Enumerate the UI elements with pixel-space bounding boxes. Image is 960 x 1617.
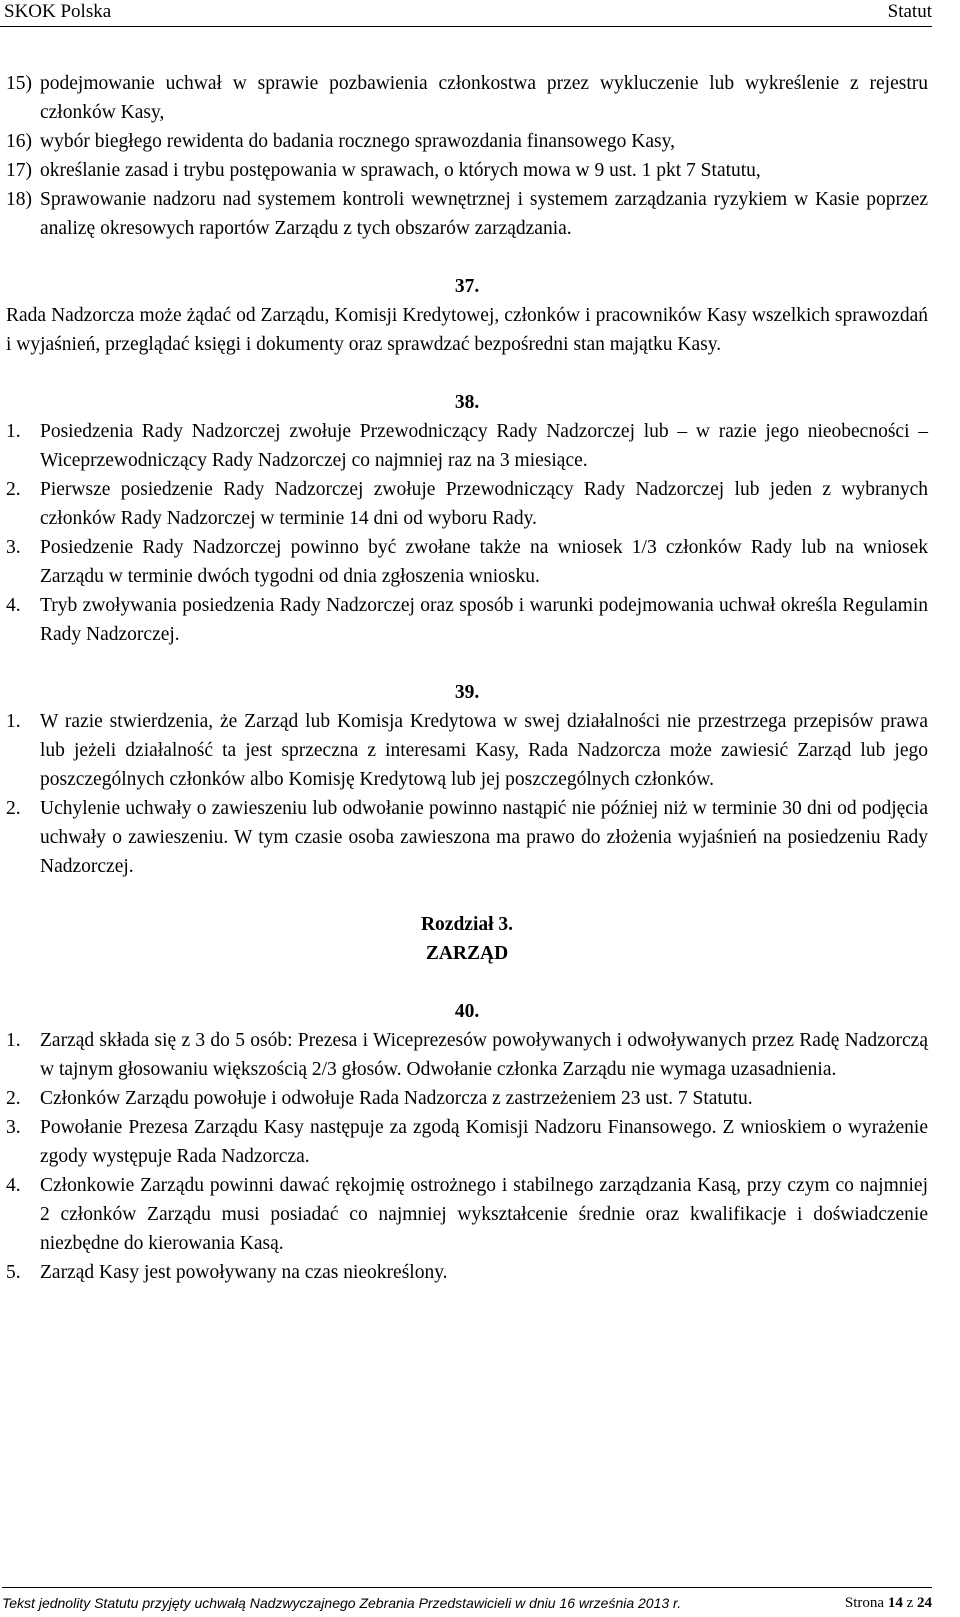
item-number: 3. (6, 537, 21, 558)
item-text: W razie stwierdzenia, że Zarząd lub Komisja Kredytowa w swej działalności nie przestrzega przepisów prawa lub jeżeli działalność ta jest sprzeczna z interesami Kasy, Rada Nadzorcza może zawiesić Zarząd lub jego poszczególnych członków albo Komisję Kredytową lub jej poszczególnych członków. (40, 711, 928, 790)
item-text: Tryb zwoływania posiedzenia Rady Nadzorczej oraz sposób i warunki podejmowania uchwał określa Regulamin Rady Nadzorczej. (40, 595, 928, 645)
list-item (6, 1171, 928, 1258)
list-item (6, 533, 928, 591)
item-number: 2. (6, 1088, 21, 1109)
list-item (6, 1258, 928, 1287)
item-number: 1. (6, 711, 21, 732)
item-text: Członkowie Zarządu powinni dawać rękojmię ostrożnego i stabilnego zarządzania Kasą, przy czym co najmniej 2 członków Zarządu musi posiadać co najmniej wykształcenie średnie oraz kwalifikacje i doświadczenie niezbędne do kierowania Kasą. (40, 1175, 928, 1254)
item-number: 17) (6, 160, 32, 181)
item-number: 18) (6, 189, 32, 210)
document-body (6, 69, 928, 1287)
section-heading-39: 39. (454, 682, 480, 703)
list-item (6, 417, 928, 475)
item-text: Zarząd Kasy jest powoływany na czas nieokreślony. (40, 1262, 448, 1283)
section-37-text: Rada Nadzorcza może żądać od Zarządu, Komisji Kredytowej, członków i pracowników Kasy wszelkich sprawozdań i wyjaśnień, przeglądać księgi i dokumenty oraz sprawdzać bezpośredni stan majątku Kasy. (6, 305, 928, 355)
item-text: wybór biegłego rewidenta do badania rocznego sprawozdania finansowego Kasy, (40, 131, 675, 152)
page-number (845, 1594, 932, 1612)
page-label: Strona (844, 1595, 885, 1611)
header-org-name: SKOK Polska (4, 1, 112, 22)
item-number: 4. (6, 595, 21, 616)
list-item (6, 127, 928, 156)
item-text: określanie zasad i trybu postępowania w sprawach, o których mowa w 9 ust. 1 pkt 7 Statutu, (40, 160, 761, 181)
list-item (6, 1084, 928, 1113)
section-heading-38: 38. (454, 392, 480, 413)
section-heading-40: 40. (454, 1001, 480, 1022)
page-total: 24 (917, 1595, 932, 1611)
item-number: 16) (6, 131, 32, 152)
item-text: Członków Zarządu powołuje i odwołuje Rada Nadzorcza z zastrzeżeniem 23 ust. 7 Statutu. (40, 1088, 753, 1109)
item-text: Uchylenie uchwały o zawieszeniu lub odwołanie powinno nastąpić nie później niż w terminie 30 dni od podjęcia uchwały o zawieszeniu. W tym czasie osoba zawieszona ma prawo do złożenia wyjaśnień na posiedzeniu Rady Nadzorczej. (40, 798, 928, 877)
list-item (6, 591, 928, 649)
page-footer (2, 1587, 932, 1613)
chapter-title: ZARZĄD (425, 943, 509, 964)
item-text: Sprawowanie nadzoru nad systemem kontroli wewnętrznej i systemem zarządzania ryzykiem w Kasie poprzez analizę okresowych raportów Zarządu z tych obszarów zarządzania. (40, 189, 928, 239)
chapter-number: Rozdział 3. (420, 914, 514, 935)
list-item (6, 1113, 928, 1171)
item-number: 3. (6, 1117, 21, 1138)
page-current: 14 (887, 1595, 903, 1611)
item-text: Posiedzenie Rady Nadzorczej powinno być zwołane także na wniosek 1/3 członków Rady lub na wniosek Zarządu w terminie dwóch tygodni od dnia zgłoszenia wniosku. (40, 537, 928, 587)
item-text: podejmowanie uchwał w sprawie pozbawienia członkostwa przez wykluczenie lub wykreślenie z rejestru członków Kasy, (40, 73, 928, 123)
item-number: 2. (6, 479, 21, 500)
footer-text: Tekst jednolity Statutu przyjęty uchwałą Nadzwyczajnego Zebrania Przedstawicieli w dniu 16 września 2013 r. (2, 1595, 682, 1611)
item-number: 5. (6, 1262, 21, 1283)
list-item (6, 185, 928, 243)
item-text: Powołanie Prezesa Zarządu Kasy następuje za zgodą Komisji Nadzoru Finansowego. Z wnioskiem o wyrażenie zgody występuje Rada Nadzorcza. (40, 1117, 928, 1167)
item-text: Posiedzenia Rady Nadzorczej zwołuje Przewodniczący Rady Nadzorczej lub – w razie jego nieobecności – Wiceprzewodniczący Rady Nadzorczej co najmniej raz na 3 miesiące. (40, 421, 928, 471)
list-item (6, 475, 928, 533)
list-item (6, 794, 928, 881)
item-number: 1. (6, 421, 21, 442)
header-doc-title: Statut (887, 1, 932, 22)
page-header (0, 0, 932, 27)
item-number: 4. (6, 1175, 21, 1196)
list-item (6, 156, 928, 185)
list-item (6, 707, 928, 794)
list-item (6, 1026, 928, 1084)
item-number: 1. (6, 1030, 21, 1051)
page-sep: z (906, 1595, 914, 1611)
section-heading-37: 37. (454, 276, 480, 297)
item-text: Pierwsze posiedzenie Rady Nadzorczej zwołuje Przewodniczący Rady Nadzorczej lub jeden z wybranych członków Rady Nadzorczej w terminie 14 dni od wyboru Rady. (40, 479, 928, 529)
item-text: Zarząd składa się z 3 do 5 osób: Prezesa i Wiceprezesów powoływanych i odwoływanych przez Radę Nadzorczą w tajnym głosowaniu większością 2/3 głosów. Odwołanie członka Zarządu nie wymaga uzasadnienia. (40, 1030, 928, 1080)
item-number: 2. (6, 798, 21, 819)
item-number: 15) (6, 73, 32, 94)
list-item (6, 69, 928, 127)
